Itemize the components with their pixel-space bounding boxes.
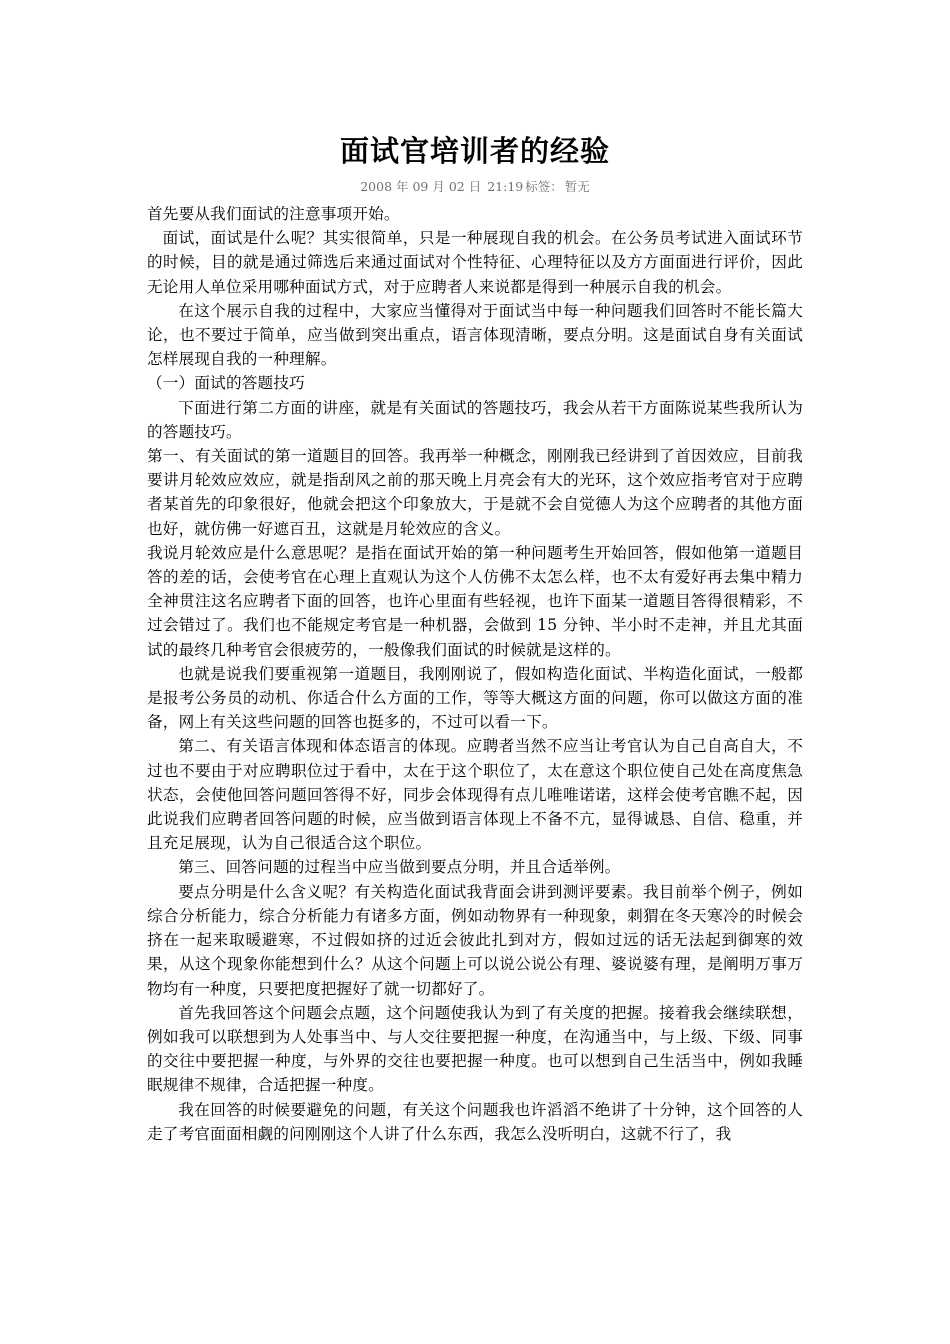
tags-value: 暂无	[564, 179, 590, 194]
publish-time: 21:19	[487, 179, 524, 194]
paragraph: 我说月轮效应是什么意思呢？是指在面试开始的第一种问题考生开始回答，假如他第一道题目答的差的话，会使考官在心理上直观认为这个人仿佛不太怎么样，也不太有爱好再去集中精力全神贯注这名应聘者下面的回答，也许心里面有些轻视，也许下面某一道题目答得很精彩，不过会错过了。我们也不能规定考官是一种机器，会做到 15 分钟、半小时不走神，并且尤其面试的最终几种考官会很疲劳的，一般像我们面试的时候就是这样的。	[147, 543, 803, 659]
paragraph: 首先我回答这个问题会点题，这个问题使我认为到了有关度的把握。接着我会继续联想，例如我可以联想到为人处事当中、与人交往要把握一种度，在沟通当中，与上级、下级、同事的交往中要把握一种度，与外界的交往也要把握一种度。也可以想到自己生活当中，例如我睡眠规律不规律，合适把握一种度。	[147, 1003, 803, 1095]
paragraph: 第三、回答问题的过程当中应当做到要点分明，并且合适举例。	[178, 858, 621, 877]
publish-date: 2008 年 09 月 02 日	[360, 179, 482, 194]
paragraph: 也就是说我们要重视第一道题目，我刚刚说了，假如构造化面试、半构造化面试，一般都是报考公务员的动机、你适合什么方面的工作，等等大概这方面的问题，你可以做这方面的准备，网上有关这些问题的回答也挺多的，不过可以看一下。	[147, 664, 803, 732]
article-body	[147, 202, 803, 1146]
section-heading: （一）面试的答题技巧	[147, 374, 305, 393]
paragraph: 首先要从我们面试的注意事项开始。	[147, 205, 400, 223]
article-title: 面试官培训者的经验	[339, 134, 610, 168]
article-meta	[0, 178, 950, 196]
paragraph: 要点分明是什么含义呢？有关构造化面试我背面会讲到测评要素。我目前举个例子，例如综合分析能力，综合分析能力有诸多方面，例如动物界有一种现象，刺猬在冬天寒冷的时候会挤在一起来取暖避寒，不过假如挤的过近会彼此扎到对方，假如过远的话无法起到御寒的效果，从这个现象你能想到什么？从这个问题上可以说公说公有理、婆说婆有理，是阐明万事万物均有一种度，只要把度把握好了就一切都好了。	[147, 882, 803, 998]
paragraph: 下面进行第二方面的讲座，就是有关面试的答题技巧，我会从若干方面陈说某些我所认为的答题技巧。	[147, 398, 803, 441]
paragraph: 我在回答的时候要避免的问题，有关这个问题我也许滔滔不绝讲了十分钟，这个回答的人走了考官面面相觑的问刚刚这个人讲了什么东西，我怎么没听明白，这就不行了，我	[147, 1100, 803, 1143]
paragraph: 第二、有关语言体现和体态语言的体现。应聘者当然不应当让考官认为自己自高自大，不过也不要由于对应聘职位过于看中，太在于这个职位了，太在意这个职位使自己处在高度焦急状态，会使他回答问题回答得不好，同步会体现得有点儿唯唯诺诺，这样会使考官瞧不起，因此说我们应聘者回答问题的时候，应当做到语言体现上不备不亢，显得诚恳、自信、稳重，并且充足展现，认为自己很适合这个职位。	[147, 737, 803, 853]
paragraph: 第一、有关面试的第一道题目的回答。我再举一种概念，刚刚我已经讲到了首因效应，目前我要讲月轮效应效应，就是指刮风之前的那天晚上月亮会有大的光环，这个效应指考官对于应聘者某首先的印象很好，他就会把这个印象放大，于是就不会自觉德人为这个应聘者的其他方面也好，就仿佛一好遮百丑，这就是月轮效应的含义。	[147, 447, 803, 538]
paragraph: 面试，面试是什么呢？其实很简单，只是一种展现自我的机会。在公务员考试进入面试环节的时候，目的就是通过筛选后来通过面试对个性特征、心理特征以及方方面面进行评价，因此无论用人单位采用哪种面试方式，对于应聘者人来说都是得到一种展示自我的机会。	[147, 229, 803, 296]
paragraph: 在这个展示自我的过程中，大家应当懂得对于面试当中每一种问题我们回答时不能长篇大论，也不要过于简单，应当做到突出重点，语言体现清晰，要点分明。这是面试自身有关面试怎样展现自我的一种理解。	[147, 301, 803, 369]
tags-label: 标签：	[525, 179, 563, 194]
